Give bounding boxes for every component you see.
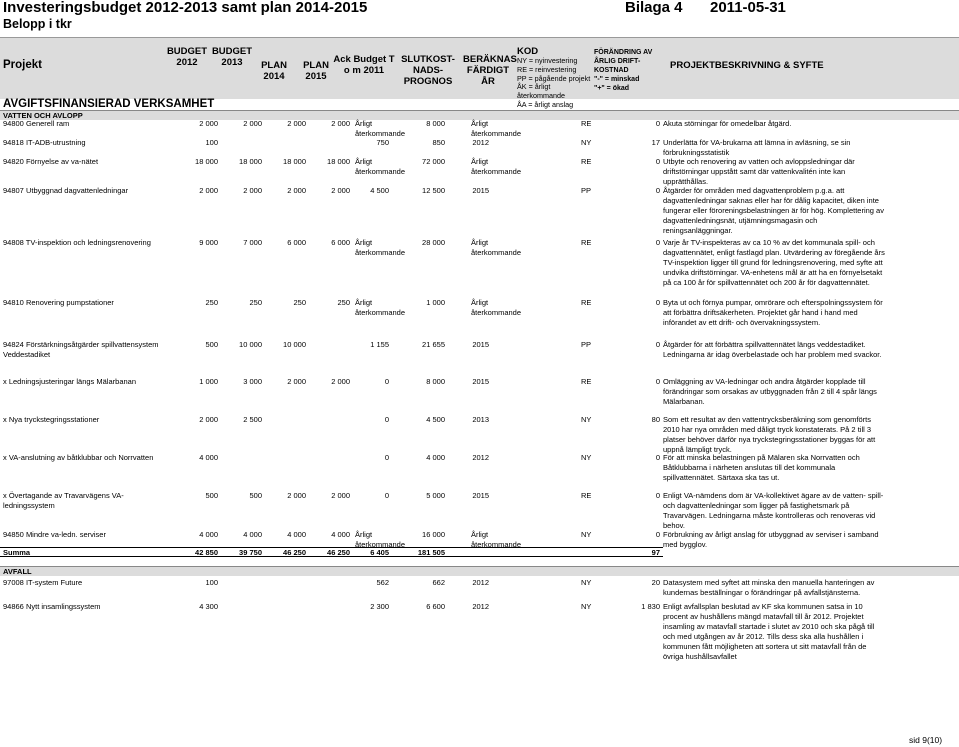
row-ack-budget: Årligt återkommande [355, 157, 406, 176]
row-slutkostnad: 28 000 [422, 238, 445, 247]
row-beskrivning: Enligt VA-nämdens dom är VA-kollektivet ägare av de vatten- spill- och dagvattenledningar som ligger på fastighetsmark på Travarvägen. Ledningarna måste kontrolleras och renoveras vid behov. [663, 491, 884, 530]
row-budget-2013: 2 500 [243, 415, 262, 424]
row-name: 94850 Mindre va-ledn. serviser [3, 530, 106, 539]
row-slutkostnad: 8 000 [426, 119, 445, 128]
row-beraknas: 2012 [472, 602, 489, 611]
row-plan-2014: 2 000 [287, 377, 306, 386]
andr-minus: "-" = minskad [594, 76, 640, 83]
row-budget-2012: 2 000 [199, 415, 218, 424]
row-beskrivning: Omläggning av VA-ledningar och andra åtgärder kopplade till förändringar som orsakas av utbyggnaden från 2 till 4 spår längs Mälarbanan. [663, 377, 877, 406]
header-plan-2014: PLAN 2014 [261, 60, 287, 82]
row-slutkostnad: 4 500 [426, 415, 445, 424]
row-kod: PP [581, 186, 592, 195]
row-beraknas: 2015 [472, 377, 489, 386]
row-kod: NY [581, 415, 592, 424]
row-beraknas: Årligt återkommande [471, 238, 522, 257]
row-kod: NY [581, 578, 592, 587]
page-number: sid 9(10) [909, 735, 943, 745]
row-beskrivning: Utbyte och renovering av vatten och avloppsledningar där driftstörningar uppstått samt där vattenkvalitén inte kan upprätthållas. [663, 157, 855, 186]
row-andring: 0 [655, 377, 660, 386]
header-plan-2015: PLAN 2015 [303, 60, 329, 82]
row-budget-2013: 2 000 [243, 186, 262, 195]
row-budget-2012: 9 000 [199, 238, 218, 247]
row-andring: 17 [651, 138, 660, 147]
row-beraknas: Årligt återkommande [471, 119, 522, 138]
header-forandring [594, 48, 664, 93]
row-slutkostnad: 16 000 [422, 530, 445, 539]
row-slutkostnad: 4 000 [426, 453, 445, 462]
row-plan-2014: 6 000 [287, 238, 306, 247]
row-name: 94866 Nytt insamlingssystem [3, 602, 101, 611]
row-kod: RE [581, 238, 592, 247]
row-ack-budget: 2 300 [370, 602, 389, 611]
row-beskrivning: Underlätta för VA-brukarna att lämna in avläsning, se sin förbrukningsstatistik [663, 138, 851, 157]
row-name: 97008 IT-system Future [3, 578, 83, 587]
row-name: 94824 Förstärkningsåtgärder spillvattensystem Veddestadiket [3, 340, 159, 359]
row-kod: NY [581, 138, 592, 147]
header-budget-2013: BUDGET 2013 [211, 46, 253, 68]
row-plan-2014: 2 000 [287, 186, 306, 195]
row-kod: NY [581, 602, 592, 611]
row-beskrivning: För att minska belastningen på Mälaren ska Norrvatten och Båtklubbarna i närheten anslutas till det kommunala spillvattennätet. Särtaxa ska tas ut. [663, 453, 860, 482]
sum-row [0, 547, 663, 557]
row-name: 94807 Utbyggnad dagvattenledningar [3, 186, 129, 195]
row-name: x Nya tryckstegringsstationer [3, 415, 100, 424]
row-budget-2012: 4 000 [199, 530, 218, 539]
header-beraknas-fardigt: BERÄKNAS FÄRDIGT ÅR [463, 54, 517, 87]
section-avfall-label: AVFALL [3, 567, 32, 576]
row-ack-budget: 0 [384, 377, 389, 386]
row-plan-2015: 2 000 [331, 119, 350, 128]
subtitle: Belopp i tkr [3, 17, 72, 31]
section-vatten-label: VATTEN OCH AVLOPP [3, 111, 83, 120]
row-budget-2012: 4 000 [199, 453, 218, 462]
row-beskrivning: Enligt avfallsplan beslutad av KF ska kommunen satsa in 10 procent av hushållens mängd matavfall till år 2012. Projektet insamling av matavfall startade i slutet av 2010 och ska pågå till och med utgången av år 2012. Tills dess ska alla hushållen i kommunen fått möjligheten att sortera ut sitt matavfall från de övriga hushållsavfallet [663, 602, 875, 661]
row-ack-budget: 562 [376, 578, 389, 587]
row-ack-budget: 1 155 [370, 340, 389, 349]
row-budget-2012: 18 000 [195, 157, 218, 166]
sum-label: Summa [3, 548, 31, 557]
row-plan-2014: 250 [293, 298, 306, 307]
row-kod: NY [581, 530, 592, 539]
row-andring: 80 [651, 415, 660, 424]
row-ack-budget: Årligt återkommande [355, 119, 406, 138]
andr-title: FÖRÄNDRING AV ÅRLIG DRIFT-KOSTNAD [594, 49, 653, 74]
row-slutkostnad: 72 000 [422, 157, 445, 166]
kod-aa: ÅA = årligt anslag [517, 99, 574, 109]
header-kod [517, 46, 592, 110]
row-name: 94800 Generell ram [3, 119, 70, 128]
row-name: 94820 Förnyelse av va-nätet [3, 157, 99, 166]
row-slutkostnad: 850 [432, 138, 445, 147]
row-beraknas: 2012 [472, 578, 489, 587]
row-plan-2014: 2 000 [287, 491, 306, 500]
row-beskrivning: Förbrukning av årligt anslag för utbyggnad av serviser i samband med bygglov. [663, 530, 879, 549]
sum-andr: 97 [651, 548, 660, 557]
row-budget-2013: 3 000 [243, 377, 262, 386]
row-budget-2012: 500 [205, 491, 218, 500]
row-andring: 0 [655, 157, 660, 166]
row-andring: 0 [655, 340, 660, 349]
row-plan-2014: 18 000 [283, 157, 306, 166]
kod-re: RE = reinvestering [517, 64, 577, 74]
row-ack-budget: Årligt återkommande [355, 298, 406, 317]
row-ack-budget: 0 [384, 491, 389, 500]
row-beraknas: 2015 [472, 186, 489, 195]
row-andring: 0 [655, 491, 660, 500]
row-name: 94808 TV-inspektion och ledningsrenovering [3, 238, 151, 247]
row-kod: RE [581, 377, 592, 386]
section-avfall [0, 566, 959, 576]
row-kod: RE [581, 298, 592, 307]
header-beskrivning: PROJEKTBESKRIVNING & SYFTE [670, 60, 824, 71]
row-slutkostnad: 8 000 [426, 377, 445, 386]
row-slutkostnad: 6 600 [426, 602, 445, 611]
row-name: x Övertagande av Travarvägens VA-ledningssystem [3, 491, 124, 510]
row-kod: RE [581, 491, 592, 500]
header-slutkostnadsprognos: SLUTKOST-NADS-PROGNOS [401, 54, 455, 87]
row-budget-2012: 250 [205, 298, 218, 307]
row-budget-2013: 18 000 [239, 157, 262, 166]
row-beraknas: 2015 [472, 491, 489, 500]
row-plan-2014: 2 000 [287, 119, 306, 128]
row-slutkostnad: 5 000 [426, 491, 445, 500]
row-andring: 0 [655, 298, 660, 307]
row-beskrivning: Datasystem med syftet att minska den manuella hanteringen av kundernas beställningar o förändringar på avfallstjänsterna. [663, 578, 875, 597]
row-kod: RE [581, 119, 592, 128]
row-slutkostnad: 662 [432, 578, 445, 587]
row-name: x VA-anslutning av båtklubbar och Norrvatten [3, 453, 154, 462]
row-andring: 0 [655, 530, 660, 539]
row-plan-2014: 4 000 [287, 530, 306, 539]
row-kod: PP [581, 340, 592, 349]
header-budget-2012: BUDGET 2012 [166, 46, 208, 68]
row-beskrivning: Som ett resultat av den vattentrycksberäkning som genomförts 2010 har nya områden med dåligt tryck konstaterats. På 2 till 3 platser behöver därför nya tryckstegringsstationer byggas för att uppnå lämpligt tryck. [663, 415, 876, 454]
row-plan-2015: 2 000 [331, 377, 350, 386]
row-beraknas: 2015 [472, 340, 489, 349]
page-title: Investeringsbudget 2012-2013 samt plan 2014-2015 [3, 0, 368, 16]
row-ack-budget: Årligt återkommande [355, 238, 406, 257]
row-name: x Ledningsjusteringar längs Mälarbanan [3, 377, 137, 386]
row-ack-budget: 4 500 [370, 186, 389, 195]
row-budget-2013: 10 000 [239, 340, 262, 349]
row-slutkostnad: 12 500 [422, 186, 445, 195]
row-beraknas: Årligt återkommande [471, 298, 522, 317]
row-budget-2012: 4 300 [199, 602, 218, 611]
andr-plus: "+" = ökad [594, 85, 630, 92]
row-andring: 0 [655, 238, 660, 247]
sum-ack: 6 405 [370, 548, 389, 557]
title-bar [0, 0, 959, 18]
kod-pp: PP = pågående projekt [517, 73, 591, 83]
sum-p15: 46 250 [327, 548, 350, 557]
row-beskrivning: Akuta störningar för omedelbar åtgärd. [663, 119, 792, 128]
date-label: 2011-05-31 [710, 0, 786, 16]
row-budget-2012: 100 [205, 138, 218, 147]
kod-ny: NY = nyinvestering [517, 56, 578, 65]
row-andring: 20 [651, 578, 660, 587]
row-plan-2015: 18 000 [327, 157, 350, 166]
row-kod: NY [581, 453, 592, 462]
row-plan-2015: 250 [337, 298, 350, 307]
sum-p14: 46 250 [283, 548, 306, 557]
sum-b13: 39 750 [239, 548, 262, 557]
row-beraknas: 2012 [472, 453, 489, 462]
row-budget-2012: 2 000 [199, 119, 218, 128]
row-beskrivning: Byta ut och förnya pumpar, omrörare och efterspolningssystem för att förbättra driftsäkerheten. Projektet går hand i hand med införandet av ett drift- och övervakningssystem. [663, 298, 883, 327]
row-beraknas: Årligt återkommande [471, 157, 522, 176]
header-projekt: Projekt [3, 59, 42, 71]
row-plan-2015: 4 000 [331, 530, 350, 539]
kod-ak: ÅK = årligt återkommande [517, 82, 565, 101]
row-beraknas: 2012 [472, 138, 489, 147]
sum-slut: 181 505 [417, 548, 445, 557]
row-budget-2013: 7 000 [243, 238, 262, 247]
sum-b12: 42 850 [195, 548, 218, 557]
row-budget-2012: 500 [205, 340, 218, 349]
row-budget-2013: 250 [249, 298, 262, 307]
header-ack-budget: Ack Budget T o m 2011 [333, 54, 395, 76]
row-beskrivning: Åtgärder för områden med dagvattenproblem p.g.a. att dagvattenledningar saknas eller har för dålig kapacitet, diken inte fungerar eller föroreningsbelastningen är för hög. Komplettering av dagvattenledningsnät, utjämningsmagasin och reningsanläggningar. [663, 186, 884, 235]
row-plan-2015: 2 000 [331, 491, 350, 500]
row-name: 94818 IT-ADB-utrustning [3, 138, 86, 147]
row-andring: 0 [655, 453, 660, 462]
row-budget-2013: 4 000 [243, 530, 262, 539]
row-plan-2015: 2 000 [331, 186, 350, 195]
row-budget-2012: 2 000 [199, 186, 218, 195]
row-name: 94810 Renovering pumpstationer [3, 298, 114, 307]
kod-title: KOD [517, 46, 539, 57]
row-ack-budget: 750 [376, 138, 389, 147]
row-beraknas: 2013 [472, 415, 489, 424]
row-budget-2012: 1 000 [199, 377, 218, 386]
row-budget-2012: 100 [205, 578, 218, 587]
row-budget-2013: 2 000 [243, 119, 262, 128]
row-plan-2014: 10 000 [283, 340, 306, 349]
row-ack-budget: Årligt återkommande [355, 530, 406, 549]
row-andring: 1 830 [641, 602, 660, 611]
row-budget-2013: 500 [249, 491, 262, 500]
row-beskrivning: Varje år TV-inspekteras av ca 10 % av det kommunala spill- och dagvattennätet, enligt fastlagd plan. Utvärdering av föregående års TV-inspektion ligger till grund för ledningsrenovering, med syfte att undvika driftstörningar. VA-enhetens mål är att ha en förnyelsetakt på ca 100 år för spillvattennätet och 200 år för dagvattennätet. [663, 238, 885, 287]
section-title: AVGIFTSFINANSIERAD VERKSAMHET [3, 98, 215, 110]
row-ack-budget: 0 [384, 453, 389, 462]
row-andring: 0 [655, 186, 660, 195]
row-plan-2015: 6 000 [331, 238, 350, 247]
row-slutkostnad: 21 655 [422, 340, 445, 349]
row-beraknas: Årligt återkommande [471, 530, 522, 549]
bilaga-label: Bilaga 4 [625, 0, 683, 16]
row-kod: RE [581, 157, 592, 166]
row-beskrivning: Åtgärder för att förbättra spillvattennätet längs veddestadiket. Ledningarna är idag överbelastade och har problem med svackor. [663, 340, 882, 359]
row-slutkostnad: 1 000 [426, 298, 445, 307]
row-andring: 0 [655, 119, 660, 128]
row-ack-budget: 0 [384, 415, 389, 424]
